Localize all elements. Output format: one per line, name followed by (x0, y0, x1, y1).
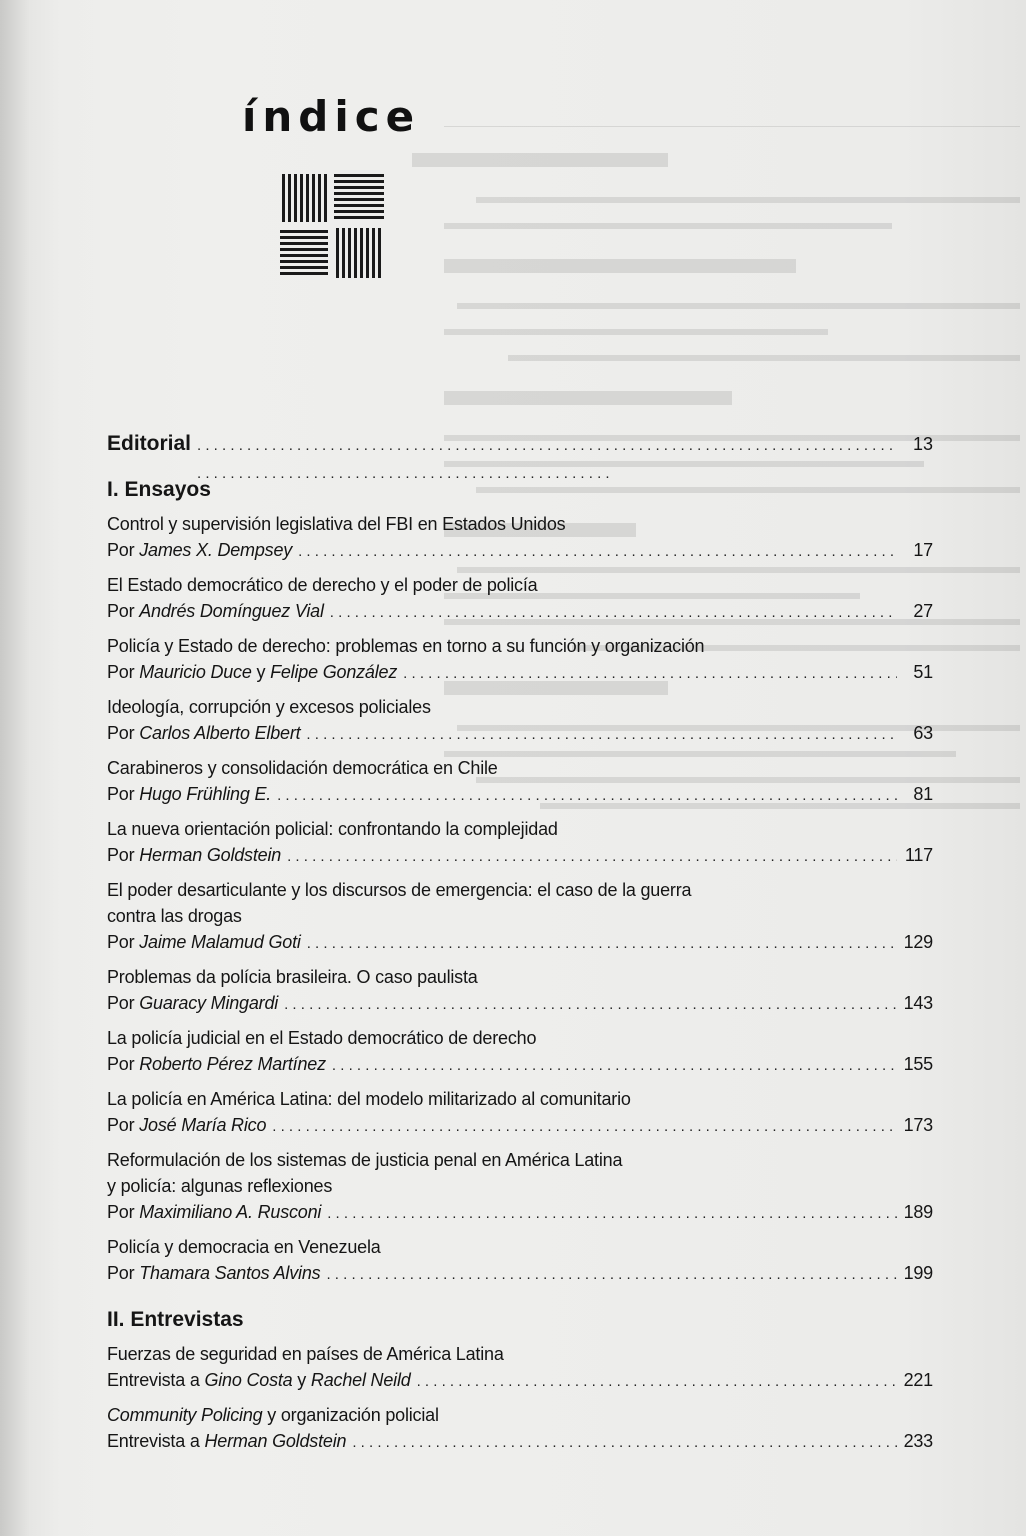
page-number: 129 (903, 932, 933, 952)
dot-leader (352, 1430, 897, 1456)
entry-title (107, 877, 933, 903)
page-number: 13 (912, 434, 933, 454)
toc-entry[interactable] (107, 1341, 933, 1395)
byline-prefix: Por (107, 601, 140, 621)
entry-authors (107, 1112, 266, 1138)
entry-title-text: El poder desarticulante y los discursos de emergencia: el caso de la guerra (107, 880, 692, 900)
entry-title-text: La policía judicial en el Estado democrático de derecho (107, 1028, 537, 1048)
dot-leader (332, 1053, 897, 1079)
dot-leader (284, 992, 897, 1018)
author-name: James X. Dempsey (139, 540, 293, 560)
author-name: Hugo Frühling E. (139, 784, 272, 804)
author-name: Maximiliano A. Rusconi (139, 1202, 322, 1222)
byline-prefix: Por (107, 1115, 140, 1135)
toc-entry[interactable] (107, 572, 933, 626)
page-number: 233 (903, 1431, 933, 1451)
entry-title-text: Problemas da polícia brasileira. O caso paulista (107, 967, 478, 987)
toc-entry[interactable] (107, 1234, 933, 1288)
toc-entry[interactable] (107, 964, 933, 1018)
entry-title (107, 1402, 933, 1428)
byline-prefix: Por (107, 723, 140, 743)
dot-leader (403, 661, 897, 687)
toc-section (107, 476, 933, 1288)
page-number: 17 (913, 540, 933, 560)
page-title: índice (242, 92, 421, 141)
entry-byline (107, 1051, 933, 1079)
author-name: Rachel Neild (310, 1370, 411, 1390)
section-heading (107, 1306, 933, 1334)
entry-title-text: Control y supervisión legislativa del FBI en Estados Unidos (107, 514, 566, 534)
toc-entry[interactable] (107, 1086, 933, 1140)
byline-prefix: Por (107, 1263, 140, 1283)
entry-title-text: Policía y democracia en Venezuela (107, 1237, 381, 1257)
entry-authors (107, 842, 281, 868)
toc-entry-editorial[interactable] (107, 430, 933, 458)
page-number: 63 (913, 723, 933, 743)
byline-prefix: Entrevista a (107, 1370, 205, 1390)
byline-prefix: Por (107, 1054, 140, 1074)
byline-prefix: Por (107, 540, 140, 560)
dot-leader (326, 1262, 897, 1288)
entry-title (107, 903, 933, 929)
byline-prefix: Por (107, 993, 140, 1013)
entry-title-text: y organización policial (262, 1405, 439, 1425)
byline-prefix: Por (107, 784, 140, 804)
page-number: 143 (903, 993, 933, 1013)
toc-entry[interactable] (107, 633, 933, 687)
author-name: Thamara Santos Alvins (139, 1263, 321, 1283)
page-number: 199 (903, 1263, 933, 1283)
entry-title-text: El Estado democrático de derecho y el poder de policía (107, 575, 538, 595)
entry-title (107, 694, 933, 720)
entry-authors (107, 990, 278, 1016)
dot-leader (197, 432, 897, 488)
dot-leader (330, 600, 897, 626)
entry-authors (107, 1260, 320, 1286)
entry-authors (107, 929, 301, 955)
entry-authors (107, 1428, 346, 1454)
entry-title-text: La nueva orientación policial: confrontando la complejidad (107, 819, 558, 839)
entry-title (107, 1025, 933, 1051)
entry-byline (107, 720, 933, 748)
entry-byline (107, 659, 933, 687)
author-name: Andrés Domínguez Vial (139, 601, 324, 621)
entry-title (107, 1086, 933, 1112)
entry-byline (107, 1260, 933, 1288)
entry-title (107, 755, 933, 781)
toc-entry[interactable] (107, 816, 933, 870)
entry-title-text: La policía en América Latina: del modelo militarizado al comunitario (107, 1089, 631, 1109)
dot-leader (287, 844, 897, 870)
entry-title-text: contra las drogas (107, 906, 242, 926)
entry-title (107, 816, 933, 842)
page-number: 27 (913, 601, 933, 621)
entry-authors (107, 1199, 321, 1225)
toc-entry[interactable] (107, 1147, 933, 1227)
entry-byline (107, 842, 933, 870)
table-of-contents (107, 430, 933, 1456)
toc-entry[interactable] (107, 511, 933, 565)
entry-title (107, 633, 933, 659)
dot-leader (298, 539, 897, 565)
page-number: 173 (903, 1115, 933, 1135)
byline-prefix: Por (107, 932, 140, 952)
entry-byline (107, 598, 933, 626)
page-number: 221 (903, 1370, 933, 1390)
index-logo-icon (276, 170, 388, 282)
author-name: Roberto Pérez Martínez (139, 1054, 326, 1074)
entry-authors (107, 598, 324, 624)
author-joiner: y (251, 662, 271, 682)
entry-byline (107, 1428, 933, 1456)
author-name: Mauricio Duce (139, 662, 252, 682)
byline-prefix: Por (107, 845, 140, 865)
entry-byline (107, 990, 933, 1018)
entry-title-text: Reformulación de los sistemas de justicia penal en América Latina (107, 1150, 623, 1170)
entry-title-italic: Community Policing (107, 1405, 263, 1425)
entry-title-text: Carabineros y consolidación democrática en Chile (107, 758, 498, 778)
entry-byline (107, 1112, 933, 1140)
entry-authors (107, 537, 292, 563)
page-number: 155 (903, 1054, 933, 1074)
entry-authors (107, 659, 397, 685)
entry-byline (107, 929, 933, 957)
toc-entry[interactable] (107, 1402, 933, 1456)
entry-title (107, 572, 933, 598)
entry-title-text: y policía: algunas reflexiones (107, 1176, 333, 1196)
entry-title-text: Policía y Estado de derecho: problemas en torno a su función y organización (107, 636, 705, 656)
entry-byline (107, 537, 933, 565)
author-name: Felipe González (270, 662, 398, 682)
author-name: Herman Goldstein (139, 845, 282, 865)
entry-title-text: Fuerzas de seguridad en países de América Latina (107, 1344, 504, 1364)
toc-entry[interactable] (107, 755, 933, 809)
entry-byline (107, 1367, 933, 1395)
entry-title (107, 1147, 933, 1173)
toc-entry[interactable] (107, 1025, 933, 1079)
page-number: 81 (913, 784, 933, 804)
author-name: Jaime Malamud Goti (139, 932, 301, 952)
author-name: Guaracy Mingardi (139, 993, 279, 1013)
byline-prefix: Entrevista a (107, 1431, 205, 1451)
byline-prefix: Por (107, 1202, 140, 1222)
entry-title (107, 511, 933, 537)
author-name: José María Rico (139, 1115, 267, 1135)
entry-authors (107, 781, 271, 807)
toc-section (107, 1306, 933, 1456)
entry-byline (107, 781, 933, 809)
entry-title (107, 964, 933, 990)
toc-entry[interactable] (107, 694, 933, 748)
entry-authors (107, 1367, 411, 1393)
page-number: 189 (903, 1202, 933, 1222)
byline-prefix: Por (107, 662, 140, 682)
entry-title (107, 1234, 933, 1260)
dot-leader (277, 783, 897, 809)
page-number: 117 (904, 845, 933, 865)
toc-entry[interactable] (107, 877, 933, 957)
dot-leader (307, 931, 897, 957)
page-number: 51 (913, 662, 933, 682)
section-heading-text: I. Ensayos (107, 478, 211, 501)
entry-title (107, 1173, 933, 1199)
dot-leader (327, 1201, 897, 1227)
section-heading-text: II. Entrevistas (107, 1308, 244, 1331)
dot-leader (272, 1114, 897, 1140)
entry-authors (107, 720, 300, 746)
entry-title-text: Ideología, corrupción y excesos policiales (107, 697, 431, 717)
editorial-label: Editorial (107, 432, 192, 455)
dot-leader (417, 1369, 897, 1395)
dot-leader (306, 722, 897, 748)
entry-authors (107, 1051, 326, 1077)
author-name: Herman Goldstein (204, 1431, 347, 1451)
author-joiner: y (292, 1370, 311, 1390)
author-name: Carlos Alberto Elbert (139, 723, 301, 743)
entry-title (107, 1341, 933, 1367)
entry-byline (107, 1199, 933, 1227)
author-name: Gino Costa (204, 1370, 293, 1390)
